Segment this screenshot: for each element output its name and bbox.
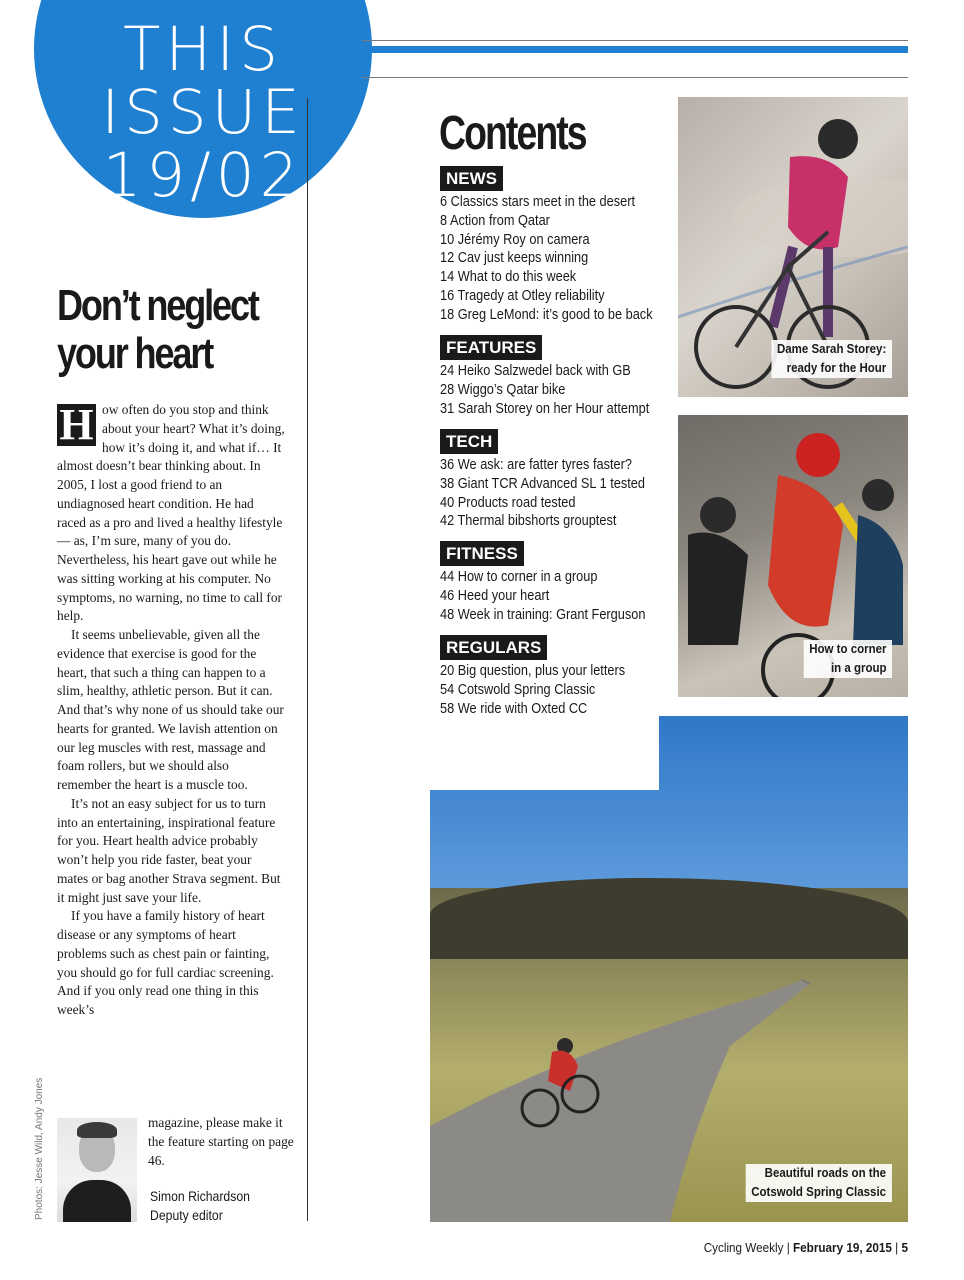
contents-item[interactable]: 40 Products road tested [440, 494, 576, 511]
caption-line: How to corner [809, 642, 887, 656]
section-label: FITNESS [440, 541, 524, 566]
contents-item[interactable]: 42 Thermal bibshorts grouptest [440, 513, 617, 530]
footer-magazine: Cycling Weekly [703, 1240, 784, 1255]
paragraph-3: It’s not an easy subject for us to turn into an entertaining, inspirational feature for you. Heart health advice probably won’t help you ride faster, beat your mates or bag another Strava segment. But it might just save your life. [57, 795, 281, 905]
section-items [440, 456, 645, 531]
section-fitness [440, 541, 673, 624]
footer-page-number: 5 [901, 1240, 908, 1255]
contents-item[interactable]: 54 Cotswold Spring Classic [440, 681, 596, 698]
paragraph-4-end: magazine, please make it the feature starting on page 46. [148, 1115, 294, 1168]
paragraph-1 [57, 401, 285, 626]
page-footer [704, 1240, 908, 1255]
contents-item[interactable]: 38 Giant TCR Advanced SL 1 tested [440, 475, 645, 492]
footer-separator: | [786, 1240, 794, 1255]
contents-item[interactable]: 28 Wiggo’s Qatar bike [440, 381, 566, 398]
editor-portrait [57, 1118, 137, 1222]
headline-line-2: your heart [57, 329, 213, 378]
footer-separator: | [895, 1240, 902, 1255]
contents-item[interactable]: 10 Jérémy Roy on camera [440, 231, 590, 248]
section-items [440, 362, 649, 418]
contents-item[interactable]: 14 What to do this week [440, 269, 577, 285]
contents-item[interactable]: 18 Greg LeMond: it’s good to be back [440, 306, 653, 323]
editorial-headline [57, 281, 258, 378]
photo-credit: Photos: Jesse Wild, Andy Jones [34, 1077, 45, 1220]
editor-role: Deputy editor [150, 1208, 223, 1223]
header-rule-top [362, 40, 908, 41]
road-illustration [430, 716, 908, 1222]
section-items [440, 568, 645, 624]
section-label: TECH [440, 429, 498, 454]
photo-country-road [430, 716, 908, 1222]
badge-line-date: 19/02 [102, 140, 304, 211]
section-features [440, 335, 678, 418]
caption-line: in a group [830, 661, 887, 675]
paragraph-2: It seems unbelievable, given all the evidence that exercise is good for the heart, that such a thing can happen to a slim, healthy, athletic person. But it can. And that’s why none of us should take our hearts for granted. We lavish attention on our leg muscles with rest, massage and foam rollers, but we should also remember the heart is a muscle too. [57, 627, 284, 792]
portrait-hair [77, 1122, 117, 1138]
contents-overlay-box [430, 716, 659, 790]
portrait-body [63, 1180, 131, 1222]
header-rule-bottom [362, 77, 908, 78]
section-tech [440, 429, 673, 531]
badge-line-issue: ISSUE [101, 77, 305, 148]
editor-name: Simon Richardson [150, 1189, 250, 1204]
headline-line-1: Don’t neglect [57, 281, 258, 330]
header-rule-blue [362, 46, 908, 53]
editorial-body [57, 401, 285, 1020]
section-label: NEWS [440, 166, 503, 191]
caption-line: Beautiful roads on the [765, 1166, 887, 1180]
contents-item[interactable]: 48 Week in training: Grant Ferguson [440, 606, 646, 623]
contents-item[interactable]: 16 Tragedy at Otley reliability [440, 287, 605, 304]
contents-item[interactable]: 24 Heiko Salzwedel back with GB [440, 363, 631, 379]
contents-item[interactable]: 36 We ask: are fatter tyres faster? [440, 457, 632, 473]
paragraph-4: If you have a family history of heart disease or any symptoms of heart problems such as chest pain or fainting, you should go for full cardiac screening. And if you only read one thing in this week’s [57, 908, 274, 1017]
contents-item[interactable]: 58 We ride with Oxted CC [440, 700, 588, 717]
section-items [440, 193, 653, 324]
section-label: FEATURES [440, 335, 542, 360]
caption-line: Cotswold Spring Classic [751, 1185, 887, 1199]
caption-peloton [804, 640, 892, 678]
section-news [440, 166, 682, 324]
caption-track-cyclist [772, 340, 892, 378]
drop-cap: H [57, 404, 96, 446]
caption-line: Dame Sarah Storey: [777, 342, 887, 356]
contents-item[interactable]: 8 Action from Qatar [440, 212, 550, 229]
section-label: REGULARS [440, 635, 547, 660]
editor-signoff [150, 1187, 285, 1225]
contents-item[interactable]: 31 Sarah Storey on her Hour attempt [440, 400, 650, 417]
contents-item[interactable]: 12 Cav just keeps winning [440, 250, 589, 267]
contents-item[interactable]: 6 Classics stars meet in the desert [440, 194, 636, 210]
contents-title: Contents [439, 107, 586, 160]
issue-badge-text [34, 14, 372, 211]
caption-line: ready for the Hour [786, 361, 887, 375]
paragraph-1-text: ow often do you stop and think about your heart? What it’s doing, how it’s doing it, and what if… It almost doesn’t bear thinking about. In 2005, I lost a good friend to an undiagnosed heart condition. He had raced as a pro and lived a healthy lifestyle — as, I’m sure, many of you do. Nevertheless, his heart gave out while he was sitting working at his computer. No symptoms, no warning, no time to call for help. [57, 402, 285, 624]
badge-line-this: THIS [123, 14, 283, 85]
caption-country-road [746, 1164, 892, 1202]
contents-item[interactable]: 46 Heed your heart [440, 587, 550, 604]
column-divider [307, 98, 308, 1221]
footer-date: February 19, 2015 [793, 1240, 892, 1255]
contents-item[interactable]: 44 How to corner in a group [440, 569, 598, 585]
contents-item[interactable]: 20 Big question, plus your letters [440, 663, 626, 679]
